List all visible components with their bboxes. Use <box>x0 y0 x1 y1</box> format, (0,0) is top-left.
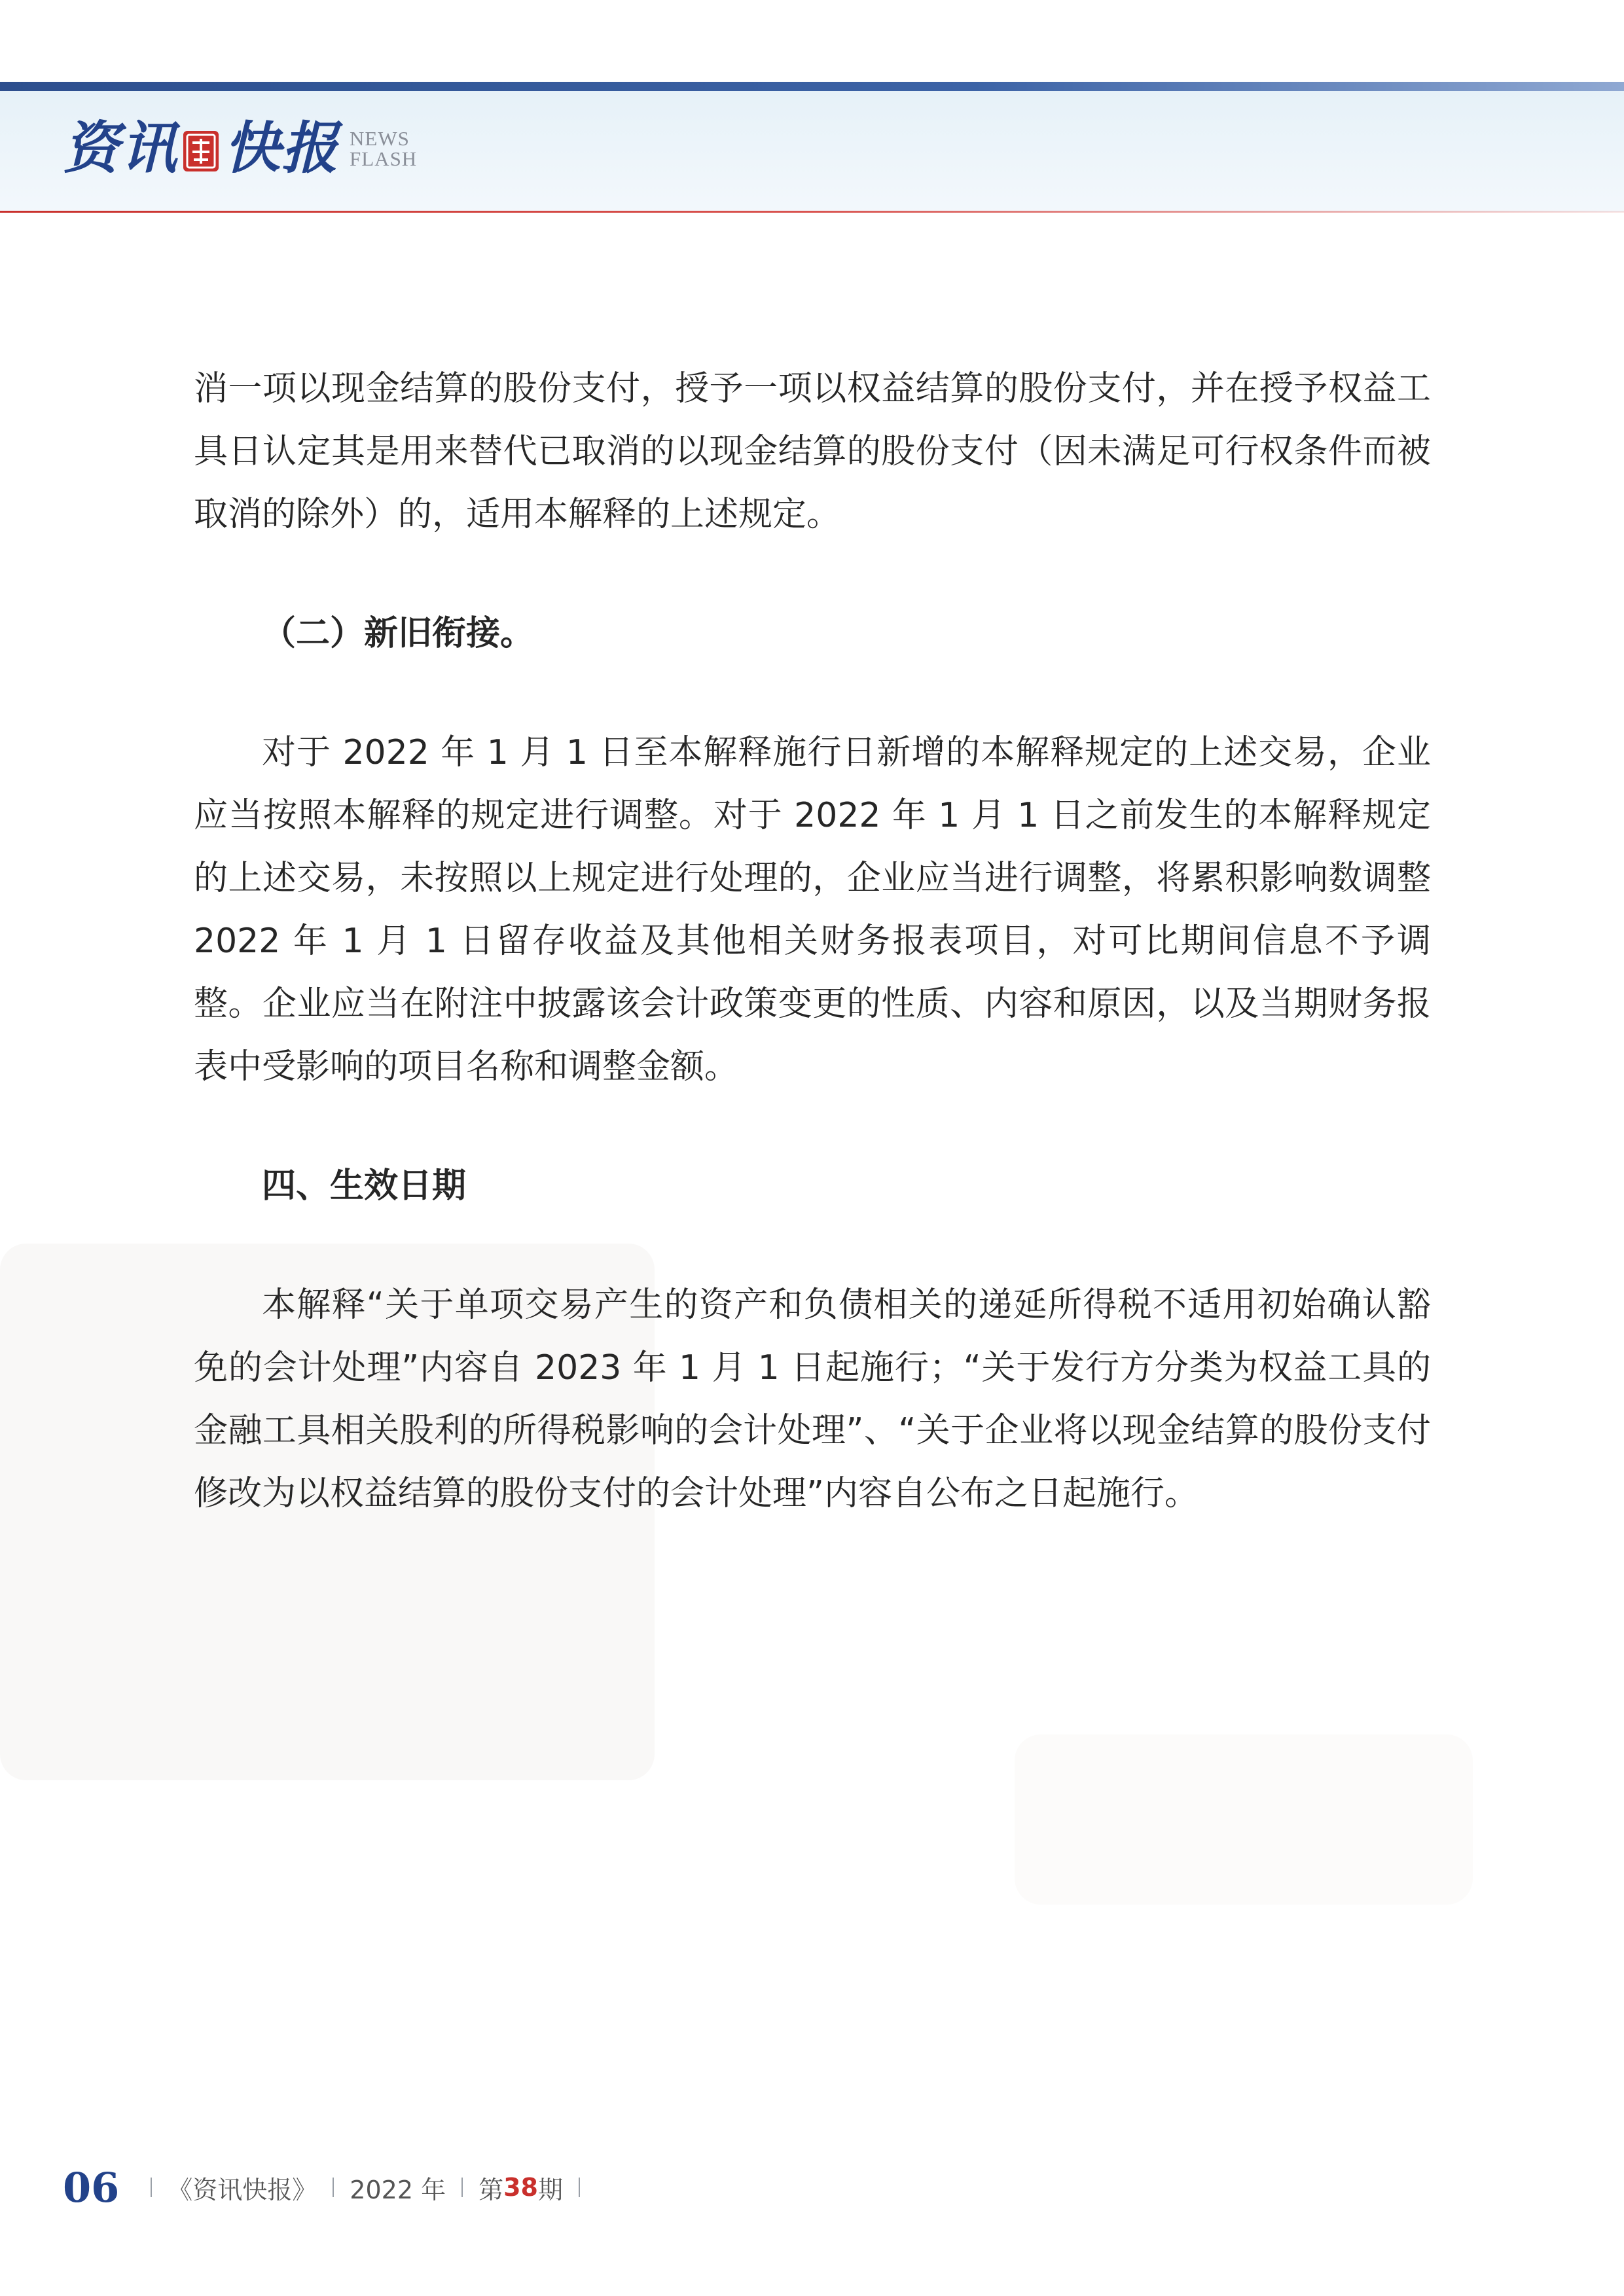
footer-separator <box>461 2178 463 2197</box>
logo-en-line1: NEWS <box>350 127 410 150</box>
issue-suffix: 期 <box>538 2175 564 2204</box>
paragraph-1: 消一项以现金结算的股份支付，授予一项以权益结算的股份支付，并在授予权益工具日认定其是用来替代已取消的以现金结算的股份支付（因未满足可行权条件而被取消的除外）的，适用本解释的上述规定。 <box>194 369 1431 534</box>
footer-separator <box>151 2178 152 2197</box>
logo-text-part1: 资讯 <box>63 115 178 181</box>
footer-separator <box>333 2178 334 2197</box>
logo-text-part2: 快报 <box>224 115 339 181</box>
article-body <box>194 357 1431 1525</box>
seal-stamp-icon <box>182 130 220 173</box>
publication-title: 《资讯快报》 <box>168 2175 317 2204</box>
footer-separator <box>579 2178 580 2197</box>
paragraph-2: 对于 2022 年 1 月 1 日至本解释施行日新增的本解释规定的上述交易，企业应当按照本解释的规定进行调整。对于 2022 年 1 月 1 日之前发生的本解释规定的上述交易，未按照以上规定进行处理的，企业应当进行调整，将累积影响数调整 2022 年 1 月 1 日留存收益及其他相关财务报表项目，对可比期间信息不予调整。企业应当在附注中披露该会计政策变更的性质、内容和原因，以及当期财务报表中受影响的项目名称和调整金额。 <box>194 733 1431 1086</box>
publication-year: 2022 年 <box>350 2175 446 2204</box>
paragraph-3: 本解释“关于单项交易产生的资产和负债相关的递延所得税不适用初始确认豁免的会计处理”内容自 2023 年 1 月 1 日起施行；“关于发行方分类为权益工具的金融工具相关股利的所得税影响的会计处理”、“关于企业将以现金结算的股份支付修改为以权益结算的股份支付的会计处理”内容自公布之日起施行。 <box>194 1285 1431 1513</box>
issue-number: 38 <box>503 2173 538 2202</box>
masthead-logo <box>63 113 417 185</box>
header-red-rule <box>0 211 1624 213</box>
header-top-stripe <box>0 82 1624 91</box>
page-number: 06 <box>63 2163 120 2212</box>
page-footer <box>63 2160 596 2215</box>
background-watermark-2 <box>1015 1734 1473 1905</box>
issue-prefix: 第 <box>478 2175 504 2204</box>
section-heading-effective-date: 四、生效日期 <box>262 1166 467 1206</box>
logo-english <box>350 128 417 169</box>
logo-en-line2: FLASH <box>350 147 418 170</box>
section-heading-transition: （二）新旧衔接。 <box>262 614 535 653</box>
